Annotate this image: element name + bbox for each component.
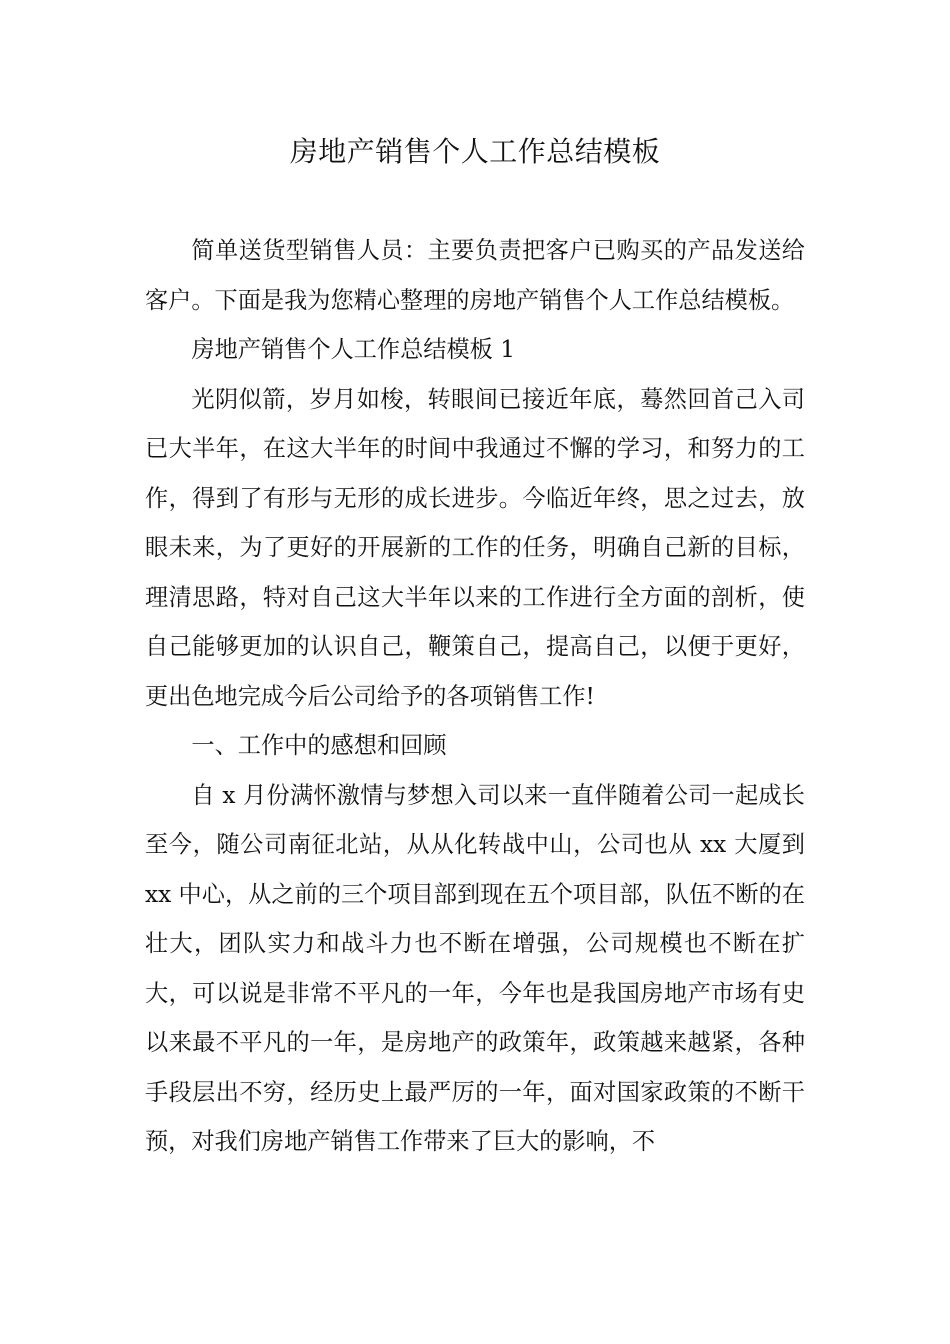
intro-paragraph: 简单送货型销售人员：主要负责把客户已购买的产品发送给客户。下面是我为您精心整理的房地产销售个人工作总结模板。 [145,237,805,314]
document-title: 房地产销售个人工作总结模板 [289,135,661,168]
document-body [145,226,805,1167]
body-paragraph-reflection: 光阴似箭，岁月如梭，转眼间已接近年底，蓦然回首己入司已大半年，在这大半年的时间中我通过不懈的学习，和努力的工作，得到了有形与无形的成长进步。今临近年终，思之过去，放眼未来，为了更好的开展新的工作的任务，明确自己新的目标，理清思路，特对自己这大半年以来的工作进行全方面的剖析，使自己能够更加的认识自己，鞭策自己，提高自己，以便于更好，更出色地完成今后公司给予的各项销售工作! [145,385,805,710]
body-paragraph-work-review: 自 x 月份满怀激情与梦想入司以来一直伴随着公司一起成长至今，随公司南征北站，从从化转战中山，公司也从 xx 大厦到 xx 中心，从之前的三个项目部到现在五个项目部，队伍不断的在壮大，团队实力和战斗力也不断在增强，公司规模也不断在扩大，可以说是非常不平凡的一年，今年也是我国房地产市场有史以来最不平凡的一年，是房地产的政策年，政策越来越紧，各种手段层出不穷，经历史上最严厉的一年，面对国家政策的不断干预，对我们房地产销售工作带来了巨大的影响，不 [145,781,805,1155]
section-heading-template-1: 房地产销售个人工作总结模板 1 [191,336,515,363]
section-heading-work-review: 一、工作中的感想和回顾 [191,732,447,759]
